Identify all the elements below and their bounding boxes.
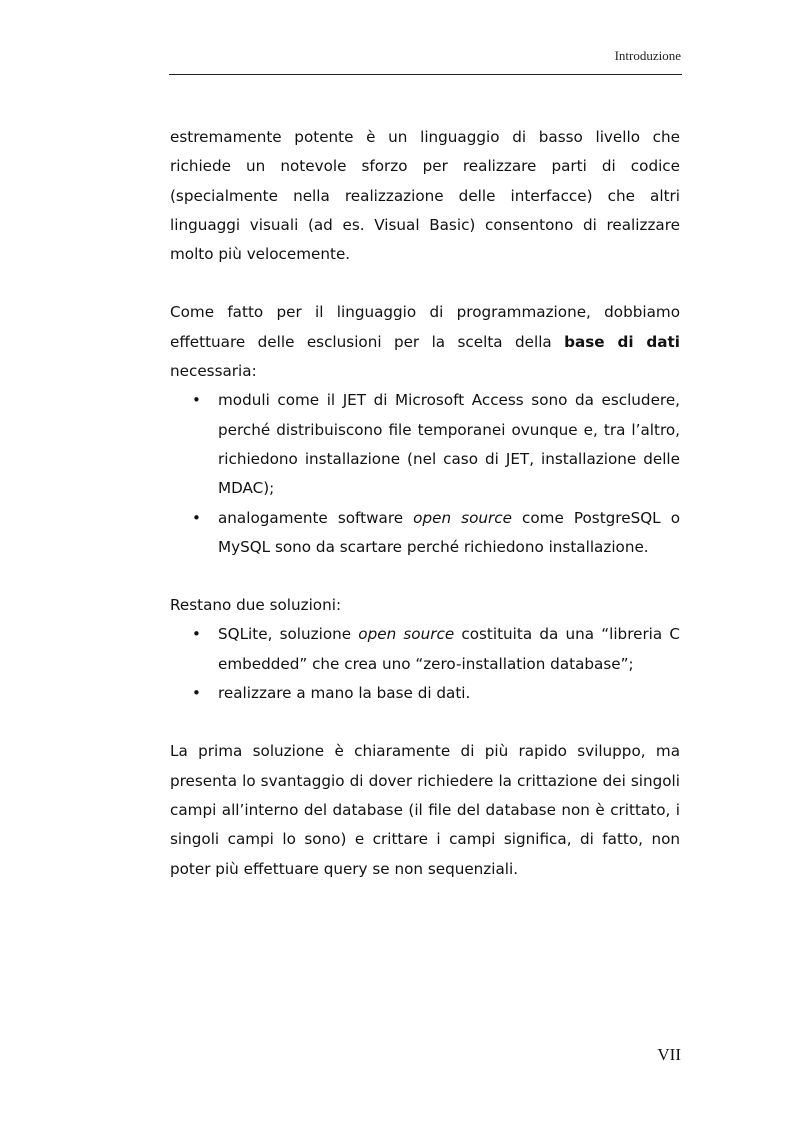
bullet-icon: •: [192, 684, 201, 703]
list-item: [170, 386, 680, 503]
list-item-text-before: SQLite, soluzione: [218, 625, 359, 644]
running-header: Introduzione: [614, 48, 681, 63]
list-item: [170, 504, 680, 563]
bullet-icon: •: [192, 625, 201, 644]
list-item-italic: open source: [358, 625, 455, 644]
page-number: VII: [657, 1045, 681, 1064]
list-item-text: moduli come il JET di Microsoft Access sono da escludere, perché distribuiscono file temporanei ovunque e, tra l’altro, richiedono installazione (nel caso di JET, installazione delle MDAC);: [218, 391, 680, 498]
paragraph-3: Restano due soluzioni:: [170, 596, 342, 615]
paragraph-4: La prima soluzione è chiaramente di più rapido sviluppo, ma presenta lo svantaggio di dover richiedere la crittazione dei singoli campi all’interno del database (il file del database non è crittato, i singoli campi lo sono) e crittare i campi significa, di fatto, non poter più effettuare query se non sequenziali.: [170, 742, 680, 878]
paragraph-2-text-after: necessaria:: [170, 362, 257, 381]
solutions-list: [170, 620, 680, 708]
list-item-text-before: analogamente software: [218, 508, 414, 527]
list-item-italic: open source: [413, 508, 512, 527]
list-item: [170, 679, 680, 708]
bullet-icon: •: [192, 391, 201, 410]
list-item-text-after: costituita da una “libreria C embedded” che crea uno “zero-installation database”;: [218, 625, 681, 673]
paragraph-1: estremamente potente è un linguaggio di basso livello che richiede un notevole sforzo per realizzare parti di codice (specialmente nella realizzazione delle interfacce) che altri linguaggi visuali (ad es. Visual Basic) consentono di realizzare molto più velocemente.: [170, 128, 680, 264]
paragraph-2-text-before: Come fatto per il linguaggio di programmazione, dobbiamo effettuare delle esclusioni per la scelta della: [170, 303, 680, 351]
exclusions-list: [170, 386, 680, 562]
bullet-icon: •: [192, 508, 201, 527]
list-item-text: realizzare a mano la base di dati.: [218, 684, 471, 703]
page-body: [170, 123, 680, 884]
header-rule: [169, 74, 682, 75]
list-item: [170, 620, 680, 679]
paragraph-2-bold-term: base di dati: [564, 332, 680, 351]
paragraph-2: [170, 298, 680, 386]
list-item-text-after: come PostgreSQL o MySQL sono da scartare perché richiedono installazione.: [218, 508, 681, 556]
